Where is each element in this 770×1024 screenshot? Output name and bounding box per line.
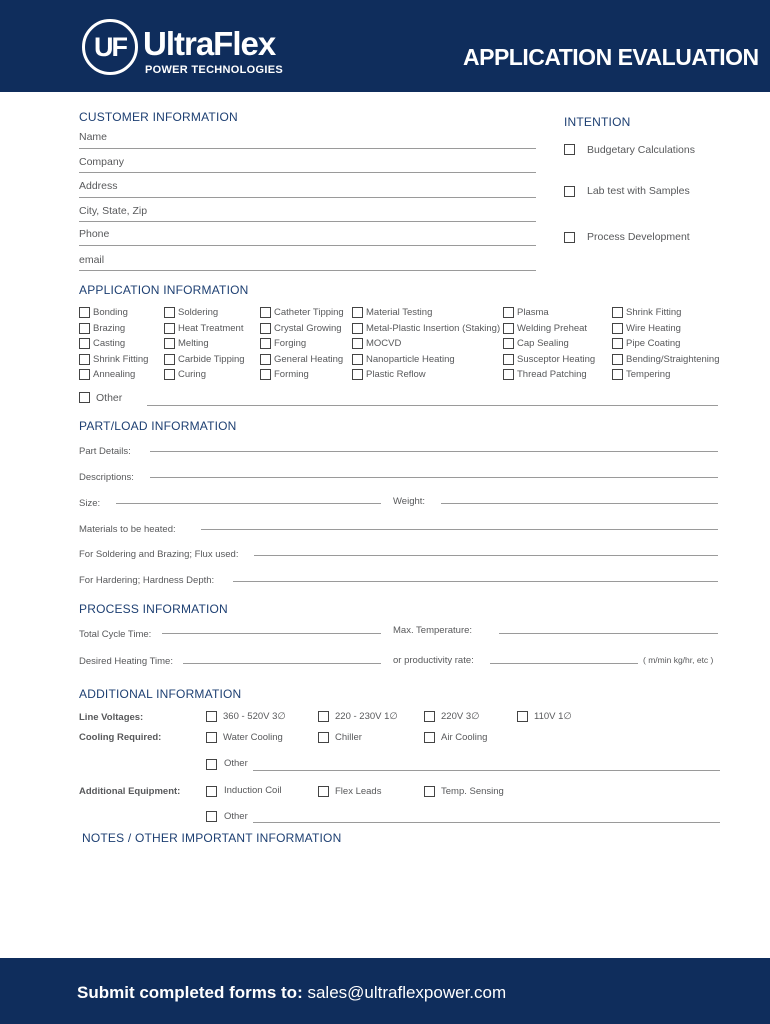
address-field[interactable] [79,197,536,198]
chiller-checkbox[interactable] [318,732,329,743]
max-temperature-field[interactable] [499,633,718,634]
hardness-field[interactable] [233,581,718,582]
size-label: Size: [79,498,101,509]
application-catheter-tipping-checkbox[interactable] [260,307,271,318]
application-bending-straightening-label: Bending/Straightening [626,354,720,365]
voltage-220-checkbox[interactable] [424,711,435,722]
weight-field[interactable] [441,503,718,504]
application-plastic-reflow-checkbox[interactable] [352,369,363,380]
flex-leads-label: Flex Leads [335,786,382,797]
materials-field[interactable] [201,529,718,530]
descriptions-label: Descriptions: [79,472,134,483]
application-carbide-tipping-label: Carbide Tipping [178,354,245,365]
application-cap-sealing-checkbox[interactable] [503,338,514,349]
application-wire-heating-label: Wire Heating [626,323,681,334]
productivity-label: or productivity rate: [393,655,474,666]
additional-info-heading: ADDITIONAL INFORMATION [79,687,242,701]
phone-label: Phone [79,228,110,240]
customer-info-heading: CUSTOMER INFORMATION [79,110,238,124]
intention-heading: INTENTION [564,115,631,129]
cycle-time-label: Total Cycle Time: [79,629,152,640]
application-casting-label: Casting [93,338,126,349]
equipment-other-checkbox[interactable] [206,811,217,822]
application-casting-checkbox[interactable] [79,338,90,349]
application-general-heating-label: General Heating [274,354,344,365]
footer-submit-text [77,984,506,1001]
cycle-time-field[interactable] [162,633,381,634]
voltage-220-230-checkbox[interactable] [318,711,329,722]
application-plasma-label: Plasma [517,307,549,318]
induction-coil-checkbox[interactable] [206,786,217,797]
air-cooling-checkbox[interactable] [424,732,435,743]
application-forming-checkbox[interactable] [260,369,271,380]
application-susceptor-heating-label: Susceptor Heating [517,354,596,365]
application-pipe-coating-checkbox[interactable] [612,338,623,349]
notes-heading: NOTES / OTHER IMPORTANT INFORMATION [82,831,342,845]
water-cooling-label: Water Cooling [223,732,283,743]
application-metal-plastic-insertion-staking-label: Metal-Plastic Insertion (Staking) [366,323,501,334]
email-label: email [79,254,105,266]
application-soldering-label: Soldering [178,307,219,318]
application-catheter-tipping-label: Catheter Tipping [274,307,344,318]
temp-sensing-checkbox[interactable] [424,786,435,797]
email-field[interactable] [79,270,536,271]
application-tempering-label: Tempering [626,369,671,380]
application-plastic-reflow-label: Plastic Reflow [366,369,426,380]
name-label: Name [79,131,108,143]
application-welding-preheat-label: Welding Preheat [517,323,588,334]
application-heat-treatment-label: Heat Treatment [178,323,244,334]
equipment-other-label: Other [224,811,248,822]
application-general-heating-checkbox[interactable] [260,354,271,365]
process-development-checkbox[interactable] [564,232,575,243]
application-bonding-label: Bonding [93,307,128,318]
hardness-label: For Hardering; Hardness Depth: [79,575,215,586]
materials-label: Materials to be heated: [79,524,176,535]
flex-leads-checkbox[interactable] [318,786,329,797]
application-wire-heating-checkbox[interactable] [612,323,623,334]
company-label: Company [79,156,124,168]
application-susceptor-heating-checkbox[interactable] [503,354,514,365]
application-pipe-coating-label: Pipe Coating [626,338,681,349]
lab-test-checkbox[interactable] [564,186,575,197]
water-cooling-checkbox[interactable] [206,732,217,743]
part-load-heading: PART/LOAD INFORMATION [79,419,237,433]
phone-field[interactable] [79,245,536,246]
application-forging-checkbox[interactable] [260,338,271,349]
application-bonding-checkbox[interactable] [79,307,90,318]
application-annealing-checkbox[interactable] [79,369,90,380]
cooling-other-field[interactable] [253,770,720,771]
application-mocvd-checkbox[interactable] [352,338,363,349]
footer-email-link[interactable]: sales@ultraflexpower.com [307,983,507,1002]
application-bending-straightening-checkbox[interactable] [612,354,623,365]
city-state-zip-field[interactable] [79,221,536,222]
application-melting-checkbox[interactable] [164,338,175,349]
cooling-required-label: Cooling Required: [79,732,162,743]
document-title: APPLICATION EVALUATION [463,44,759,70]
line-voltages-label: Line Voltages: [79,712,144,723]
application-crystal-growing-label: Crystal Growing [274,323,342,334]
heating-time-field[interactable] [183,663,381,664]
footer-prefix: Submit completed forms to: [77,983,303,1002]
budgetary-calculations-checkbox[interactable] [564,144,575,155]
application-other-label: Other [96,392,123,404]
air-cooling-label: Air Cooling [441,732,488,743]
application-forging-label: Forging [274,338,307,349]
application-material-testing-label: Material Testing [366,307,433,318]
application-thread-patching-checkbox[interactable] [503,369,514,380]
voltage-110-checkbox[interactable] [517,711,528,722]
application-brazing-label: Brazing [93,323,126,334]
process-info-heading: PROCESS INFORMATION [79,602,228,616]
application-forming-label: Forming [274,369,309,380]
application-mocvd-label: MOCVD [366,338,402,349]
application-crystal-growing-checkbox[interactable] [260,323,271,334]
application-plasma-checkbox[interactable] [503,307,514,318]
application-heat-treatment-checkbox[interactable] [164,323,175,334]
application-shrink-fitting-checkbox[interactable] [79,354,90,365]
brand-subtitle: POWER TECHNOLOGIES [145,64,284,76]
application-cap-sealing-label: Cap Sealing [517,338,569,349]
application-material-testing-checkbox[interactable] [352,307,363,318]
application-tempering-checkbox[interactable] [612,369,623,380]
brand-name: UltraFlex [143,25,276,62]
equipment-other-field[interactable] [253,822,720,823]
application-shrink-fitting-checkbox[interactable] [612,307,623,318]
flux-field[interactable] [254,555,718,556]
budgetary-calculations-label: Budgetary Calculations [587,144,695,156]
application-carbide-tipping-checkbox[interactable] [164,354,175,365]
application-nanoparticle-heating-label: Nanoparticle Heating [366,354,455,365]
application-brazing-checkbox[interactable] [79,323,90,334]
address-label: Address [79,180,118,192]
part-details-field[interactable] [150,451,718,452]
application-other-field[interactable] [147,405,718,406]
voltage-220-230-label: 220 - 230V 1∅ [335,711,398,722]
productivity-field[interactable] [490,663,638,664]
application-melting-label: Melting [178,338,209,349]
voltage-360-520-label: 360 - 520V 3∅ [223,711,286,722]
lab-test-label: Lab test with Samples [587,185,690,197]
application-info-heading: APPLICATION INFORMATION [79,283,249,297]
voltage-360-520-checkbox[interactable] [206,711,217,722]
part-details-label: Part Details: [79,446,131,457]
max-temperature-label: Max. Temperature: [393,625,473,636]
notes-area[interactable] [79,852,719,948]
heating-time-label: Desired Heating Time: [79,656,173,667]
city-state-zip-label: City, State, Zip [79,205,148,217]
voltage-220-label: 220V 3∅ [441,711,480,722]
application-welding-preheat-checkbox[interactable] [503,323,514,334]
application-other-checkbox[interactable] [79,392,90,403]
application-soldering-checkbox[interactable] [164,307,175,318]
process-development-label: Process Development [587,231,690,243]
application-metal-plastic-insertion-staking-checkbox[interactable] [352,323,363,334]
weight-label: Weight: [393,496,426,507]
voltage-110-label: 110V 1∅ [534,711,572,722]
application-thread-patching-label: Thread Patching [517,369,587,380]
additional-equipment-label: Additional Equipment: [79,786,181,797]
chiller-label: Chiller [335,732,362,743]
descriptions-field[interactable] [150,477,718,478]
name-field[interactable] [79,148,536,149]
application-shrink-fitting-label: Shrink Fitting [93,354,149,365]
temp-sensing-label: Temp. Sensing [441,786,504,797]
cooling-other-checkbox[interactable] [206,759,217,770]
productivity-units: ( m/min kg/hr, etc ) [643,655,714,665]
application-shrink-fitting-label: Shrink Fitting [626,307,682,318]
size-field[interactable] [116,503,381,504]
company-field[interactable] [79,172,536,173]
flux-label: For Soldering and Brazing; Flux used: [79,549,239,560]
application-annealing-label: Annealing [93,369,136,380]
cooling-other-label: Other [224,758,248,769]
application-curing-label: Curing [178,369,206,380]
application-curing-checkbox[interactable] [164,369,175,380]
logo-mark: UF [82,19,138,75]
application-nanoparticle-heating-checkbox[interactable] [352,354,363,365]
induction-coil-label: Induction Coil [224,785,282,796]
